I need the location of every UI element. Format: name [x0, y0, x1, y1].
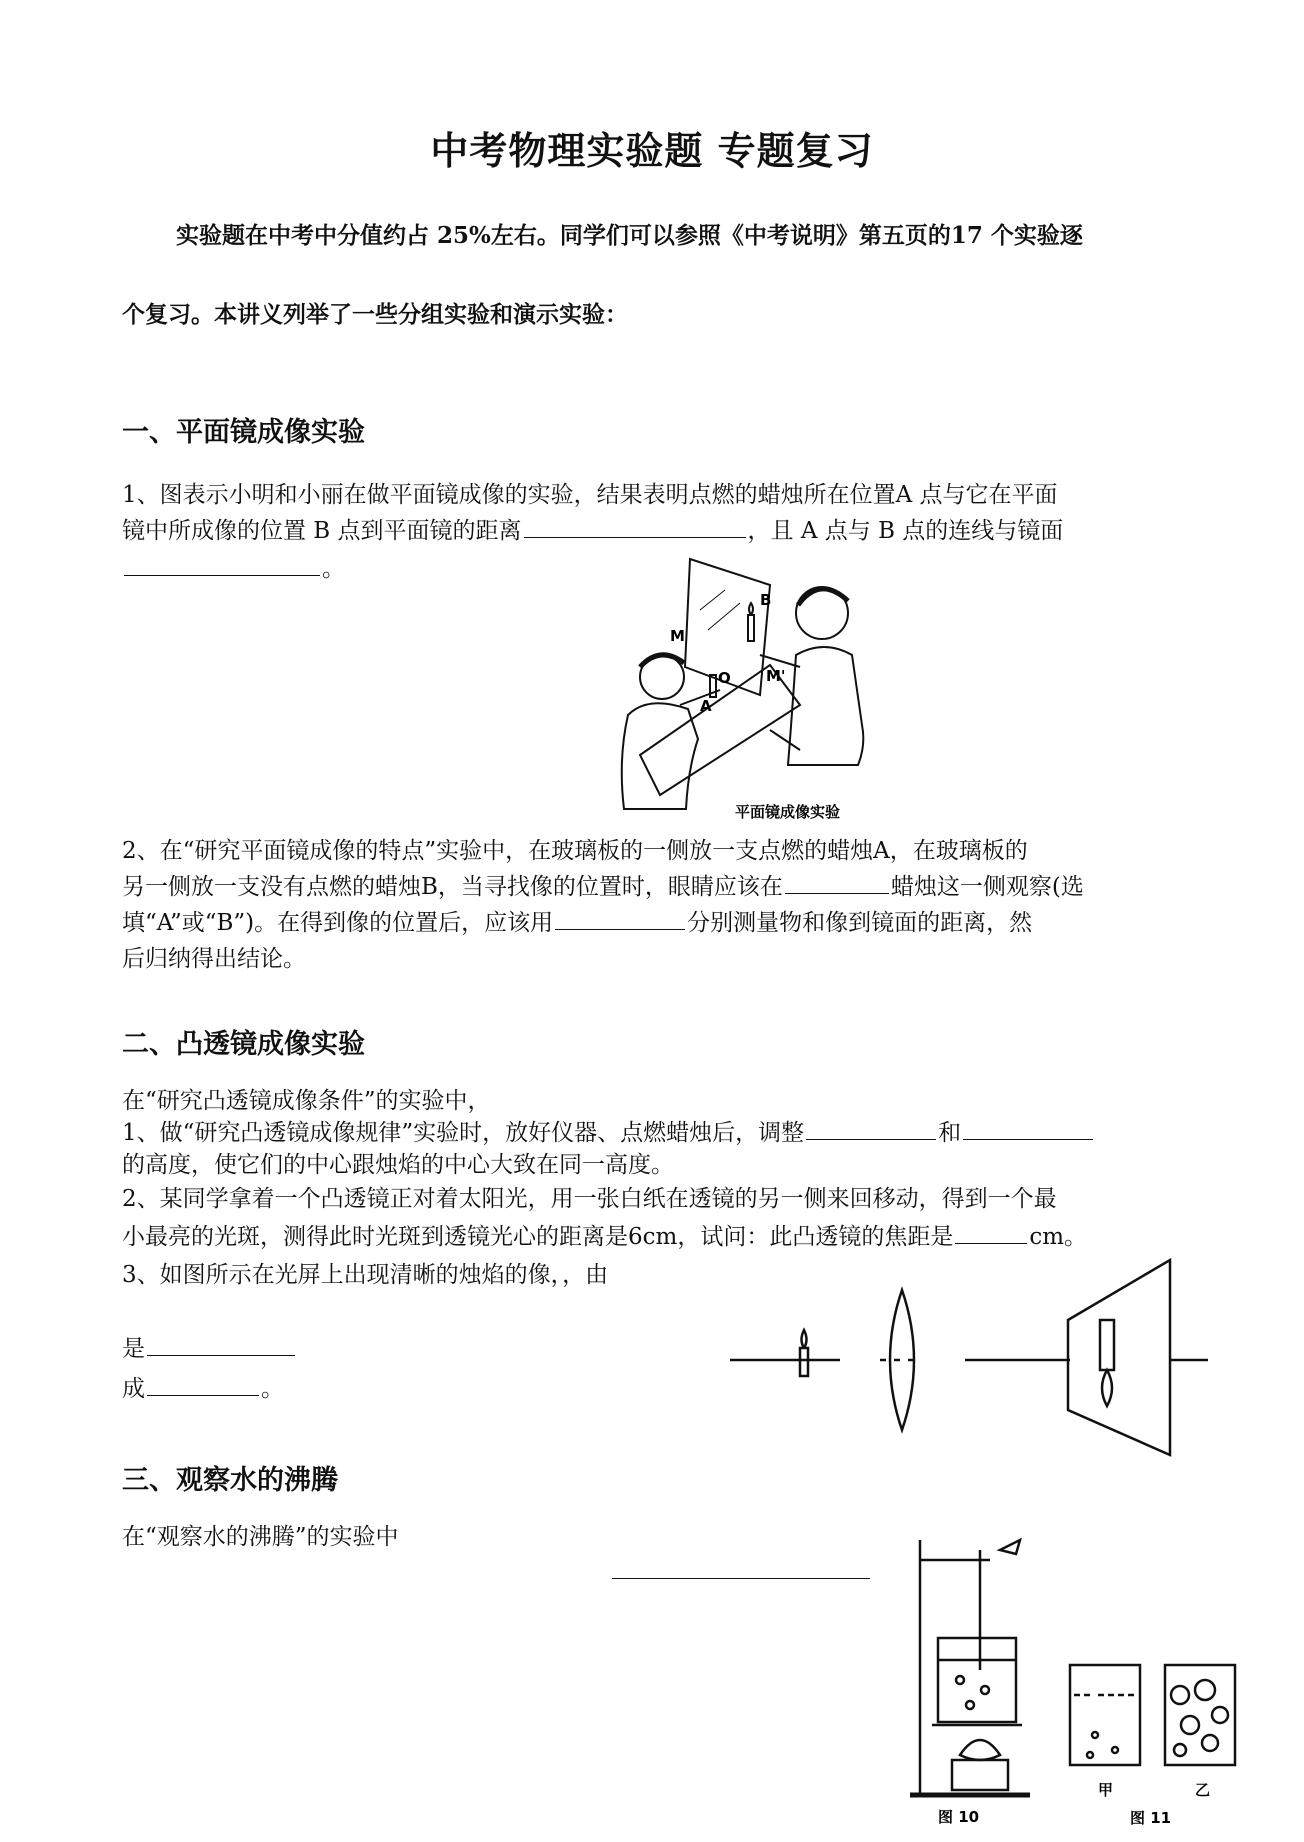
answer-blank[interactable]	[955, 1221, 1027, 1244]
figure-caption: 平面镜成像实验	[735, 803, 841, 821]
label-m-prime: M'	[766, 667, 786, 685]
plane-mirror-figure	[600, 555, 880, 825]
s1-q2-line-1: 2、在“研究平面镜成像的特点”实验中，在玻璃板的一侧放一支点燃的蜡烛A，在玻璃板的	[122, 838, 1028, 864]
s2-q3-line-1: 3、如图所示在光屏上出现清晰的烛焰的像，，由	[122, 1262, 609, 1288]
intro-line-1: 实验题在中考中分值约占 25%左右。同学们可以参照《中考说明》第五页的17 个实验逐	[176, 222, 1083, 249]
s2-q2-text-a: 小最亮的光斑，测得此时光斑到透镜光心的距离是6cm，试问：此凸透镜的焦距是	[122, 1224, 954, 1250]
answer-blank[interactable]	[124, 553, 320, 576]
answer-blank[interactable]	[147, 1333, 295, 1356]
fig10-caption: 图 10	[938, 1808, 980, 1826]
s1-q2-text-a: 另一侧放一支没有点燃的蜡烛B，当寻找像的位置时，眼睛应该在	[122, 874, 783, 900]
page-title: 中考物理实验题 专题复习	[430, 128, 874, 173]
s1-q1-line-1: 1、图表示小明和小丽在做平面镜成像的实验，结果表明点燃的蜡烛所在位置A 点与它在平面	[122, 482, 1058, 508]
s2-q3-line-3	[122, 1370, 284, 1403]
answer-blank[interactable]	[147, 1373, 259, 1396]
section-1-heading: 一、平面镜成像实验	[122, 417, 365, 448]
beakers-figure	[1060, 1655, 1250, 1835]
answer-blank[interactable]	[555, 907, 685, 930]
s1-q1-line-2	[122, 512, 1063, 545]
s2-q2-text-b: cm。	[1029, 1224, 1088, 1250]
s2-q3-text-c: 。	[261, 1376, 284, 1402]
label-b: B	[760, 591, 772, 609]
s2-q3-text-b: 成	[122, 1376, 145, 1402]
s2-q1-text-b: 和	[938, 1120, 962, 1146]
s2-q3-text-a: 是	[122, 1336, 145, 1362]
s2-q2-line-2	[122, 1218, 1087, 1251]
convex-lens-figure	[730, 1260, 1210, 1460]
section-3-heading: 三、观察水的沸腾	[122, 1465, 338, 1496]
beaker-yi-label: 乙	[1195, 1781, 1211, 1799]
fig11-caption: 图 11	[1130, 1809, 1172, 1827]
s1-q2-text-c: 填“A”或“B”)。在得到像的位置后，应该用	[122, 910, 554, 936]
s1-q2-line-2	[122, 868, 1084, 901]
boiling-apparatus-figure	[890, 1530, 1040, 1830]
s2-q1-text-a: 1、做“研究凸透镜成像规律”实验时，放好仪器、点燃蜡烛后，调整	[122, 1120, 805, 1146]
label-m: M	[670, 627, 685, 645]
s1-q2-line-3	[122, 904, 1032, 937]
intro-line-2: 个复习。本讲义列举了一些分组实验和演示实验：	[122, 301, 628, 328]
s1-q2-line-4: 后归纳得出结论。	[122, 946, 306, 972]
s1-q1-text-b: ，且 A 点与 B 点的连线与镜面	[747, 518, 1064, 544]
s2-intro: 在“研究凸透镜成像条件”的实验中，	[122, 1088, 491, 1114]
s1-q1-line-3	[122, 550, 345, 583]
s3-intro: 在“观察水的沸腾”的实验中	[122, 1524, 399, 1550]
s1-q2-text-b: 蜡烛这一侧观察(选	[890, 874, 1084, 900]
beaker-jia-label: 甲	[1098, 1781, 1114, 1799]
answer-blank[interactable]	[963, 1117, 1093, 1140]
s1-q1-text-a: 镜中所成像的位置 B 点到平面镜的距离	[122, 518, 522, 544]
s1-q2-text-d: 分别测量物和像到镜面的距离，然	[687, 910, 1033, 936]
label-o: O	[718, 669, 731, 687]
section-2-heading: 二、凸透镜成像实验	[122, 1029, 365, 1060]
answer-blank[interactable]	[806, 1117, 936, 1140]
answer-blank[interactable]	[612, 1556, 870, 1579]
s2-q1-line-1	[122, 1114, 1095, 1147]
s2-q3-line-2	[122, 1330, 297, 1363]
label-a: A	[700, 697, 712, 715]
s1-q1-text-c: 。	[322, 556, 345, 582]
s2-q1-line-2: 的高度，使它们的中心跟烛焰的中心大致在同一高度。	[122, 1152, 674, 1178]
s2-q2-line-1: 2、某同学拿着一个凸透镜正对着太阳光，用一张白纸在透镜的另一侧来回移动，得到一个最	[122, 1186, 1057, 1212]
answer-blank[interactable]	[785, 871, 889, 894]
answer-blank[interactable]	[524, 515, 746, 538]
